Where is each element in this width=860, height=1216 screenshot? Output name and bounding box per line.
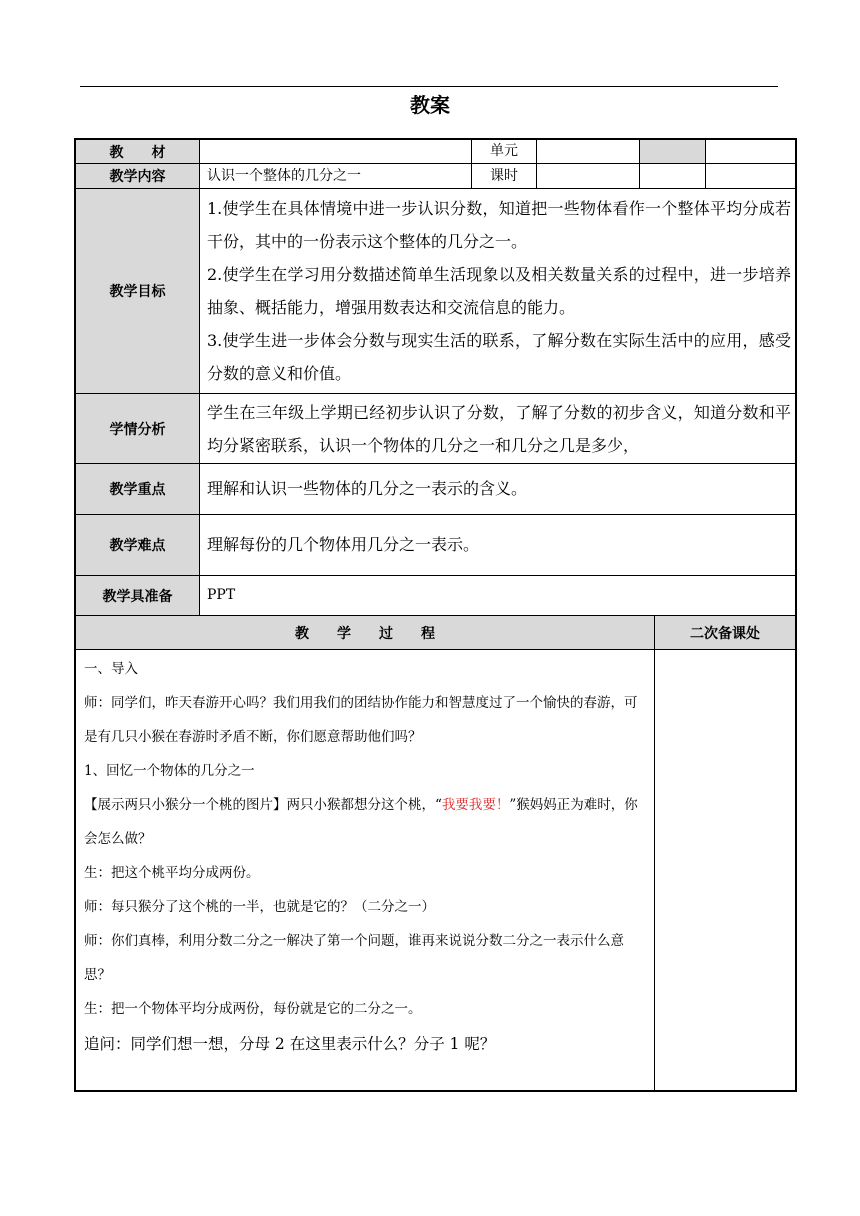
label-neirong: 教学内容 [109,169,166,185]
quote-highlight: 我要我要！ [441,797,510,813]
lesson-plan-table [74,138,797,1092]
process-line: 师：每只猴分了这个桃的一半，也就是它的？（二分之一） [84,899,435,915]
process-header: 教 学 过 程 [295,625,435,642]
label-jiaocai: 教 材 [109,144,166,161]
revision-notes-area[interactable] [655,650,795,1090]
objective-item: 1.使学生在具体情境中进一步认识分数，知道把一些物体看作一个整体平均分成若干份，其中的一份表示这个整体的几分之一。 [207,199,791,251]
process-line [84,788,646,856]
label-zhongdian: 教学重点 [109,482,166,498]
header-rule [80,86,778,87]
label-nandian: 教学难点 [109,538,166,554]
label-keshi: 课时 [490,168,518,184]
process-line: 师：你们真棒，利用分数二分之一解决了第一个问题，谁再来说说分数二分之一表示什么意思？ [84,933,624,983]
page-title: 教案 [410,93,450,117]
value-zhunbei: PPT [207,587,236,603]
label-xueqing: 学情分析 [109,421,166,438]
objectives-list [207,192,791,390]
process-line: 1、回忆一个物体的几分之一 [84,763,255,779]
value-zhongdian: 理解和认识一些物体的几分之一表示的含义。 [207,479,528,498]
label-danyuan: 单元 [490,143,518,159]
label-mubiao: 教学目标 [109,284,166,300]
process-line: 追问：同学们想一想，分母 2 在这里表示什么？分子 1 呢？ [84,1035,496,1053]
value-xueqing: 学生在三年级上学期已经初步认识了分数，了解了分数的初步含义，知道分数和平均分紧密联系，认识一个物体的几分之一和几分之几是多少， [207,403,791,455]
label-zhunbei: 教学具准备 [102,588,173,605]
line-text: 【展示两只小猴分一个桃的图片】两只小猴都想分这个桃，“ [84,797,442,813]
value-neirong: 认识一个整体的几分之一 [207,168,361,184]
line-text: ”猴妈妈正为难时，你会怎么做？ [84,797,638,847]
process-line: 生：把这个桃平均分成两份。 [84,865,260,881]
objective-item: 3.使学生进一步体会分数与现实生活的联系，了解分数在实际生活中的应用，感受分数的意义和价值。 [207,331,791,383]
objective-item: 2.使学生在学习用分数描述简单生活现象以及相关数量关系的过程中，进一步培养抽象、概括能力，增强用数表达和交流信息的能力。 [207,265,791,317]
revision-header: 二次备课处 [690,625,760,642]
process-line: 一、导入 [84,661,138,677]
process-line: 生：把一个物体平均分成两份，每份就是它的二分之一。 [84,1001,422,1017]
value-nandian: 理解每份的几个物体用几分之一表示。 [207,535,480,554]
process-content [84,652,646,1062]
process-line: 师：同学们，昨天春游开心吗？我们用我们的团结协作能力和智慧度过了一个愉快的春游，可是有几只小猴在春游时矛盾不断，你们愿意帮助他们吗？ [84,695,638,745]
